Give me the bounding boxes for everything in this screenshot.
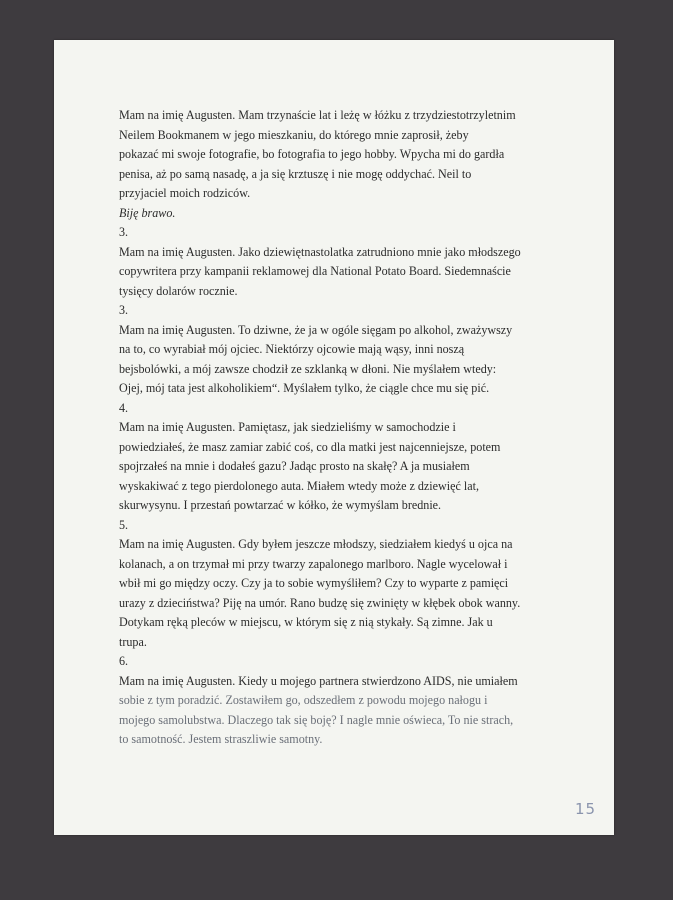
- section-number: 4.: [119, 400, 129, 415]
- text-line: to samotność. Jestem straszliwie samotny.: [119, 732, 323, 746]
- text-line: Dotykam ręką pleców w miejscu, w którym się z nią stykały. Są zimne. Jak u: [119, 615, 493, 629]
- text-line: Mam na imię Augusten. To dziwne, że ja w ogóle sięgam po alkohol, zważywszy: [119, 322, 513, 337]
- text-line: copywritera przy kampanii reklamowej dla National Potato Board. Siedemnaście: [119, 264, 511, 278]
- text-line: pokazać mi swoje fotografie, bo fotografia to jego hobby. Wpycha mi do gardła: [119, 147, 505, 161]
- section-number: 6.: [119, 654, 129, 668]
- text-line: Ojej, mój tata jest alkoholikiem“. Myślałem tylko, że ciągle chce mu się pić.: [119, 381, 490, 395]
- section-number: 3.: [119, 303, 129, 317]
- text-line: powiedziałeś, że masz zamiar zabić coś, co dla matki jest najcenniejsze, potem: [119, 439, 501, 454]
- section-number: 5.: [119, 517, 129, 532]
- text-line: na to, co wyrabiał mój ojciec. Niektórzy ojcowie mają wąsy, inni noszą: [119, 342, 465, 356]
- section-number: 3.: [119, 225, 129, 239]
- text-line: Mam na imię Augusten. Gdy byłem jeszcze młodszy, siedziałem kiedyś u ojca na: [119, 537, 513, 551]
- text-line: trupa.: [119, 634, 147, 649]
- text-line: kolanach, a on trzymał mi przy twarzy zapalonego marlboro. Nagle wycelował i: [119, 556, 508, 571]
- text-line: spojrzałeś na mnie i dodałeś gazu? Jadąc prosto na skałę? A ja musiałem: [119, 459, 470, 473]
- text-line: urazy z dzieciństwa? Piję na umór. Rano budzę się zwinięty w kłębek obok wanny.: [119, 595, 521, 610]
- text-line: skurwysynu. I przestań powtarzać w kółko, że wymyślam brednie.: [119, 498, 442, 512]
- text-line: wyskakiwać z tego pierdolonego auta. Miałem wtedy może z dziewięć lat,: [119, 478, 479, 493]
- text-line: Mam na imię Augusten. Jako dziewiętnastolatka zatrudniono mnie jako młodszego: [119, 244, 521, 259]
- text-line: sobie z tym poradzić. Zostawiłem go, odszedłem z powodu mojego nałogu i: [119, 693, 488, 707]
- body-text: [119, 106, 559, 750]
- text-line: Mam na imię Augusten. Pamiętasz, jak siedzieliśmy w samochodzie i: [119, 420, 456, 434]
- text-line: bejsbolówki, a mój zawsze chodził ze szklanką w dłoni. Nie myślałem wtedy:: [119, 361, 497, 376]
- text-line: przyjaciel moich rodziców.: [119, 186, 251, 200]
- text-line: Neilem Bookmanem w jego mieszkaniu, do którego mnie zaprosił, żeby: [119, 127, 469, 142]
- text-line: Mam na imię Augusten. Mam trzynaście lat i leżę w łóżku z trzydziestotrzyletnim: [119, 108, 516, 122]
- text-line: penisa, aż po samą nasadę, a ja się krztuszę i nie mogę oddychać. Neil to: [119, 166, 472, 181]
- text-line-italic: Biję brawo.: [119, 205, 176, 220]
- handwritten-page-number: 15: [575, 800, 597, 818]
- text-line: tysięcy dolarów rocznie.: [119, 283, 238, 298]
- text-line: mojego samolubstwa. Dlaczego tak się boję? I nagle mnie oświeca, To nie strach,: [119, 712, 514, 727]
- text-line: Mam na imię Augusten. Kiedy u mojego partnera stwierdzono AIDS, nie umiałem: [119, 673, 518, 688]
- text-line: wbił mi go między oczy. Czy ja to sobie wymyśliłem? Czy to wyparte z pamięci: [119, 576, 509, 590]
